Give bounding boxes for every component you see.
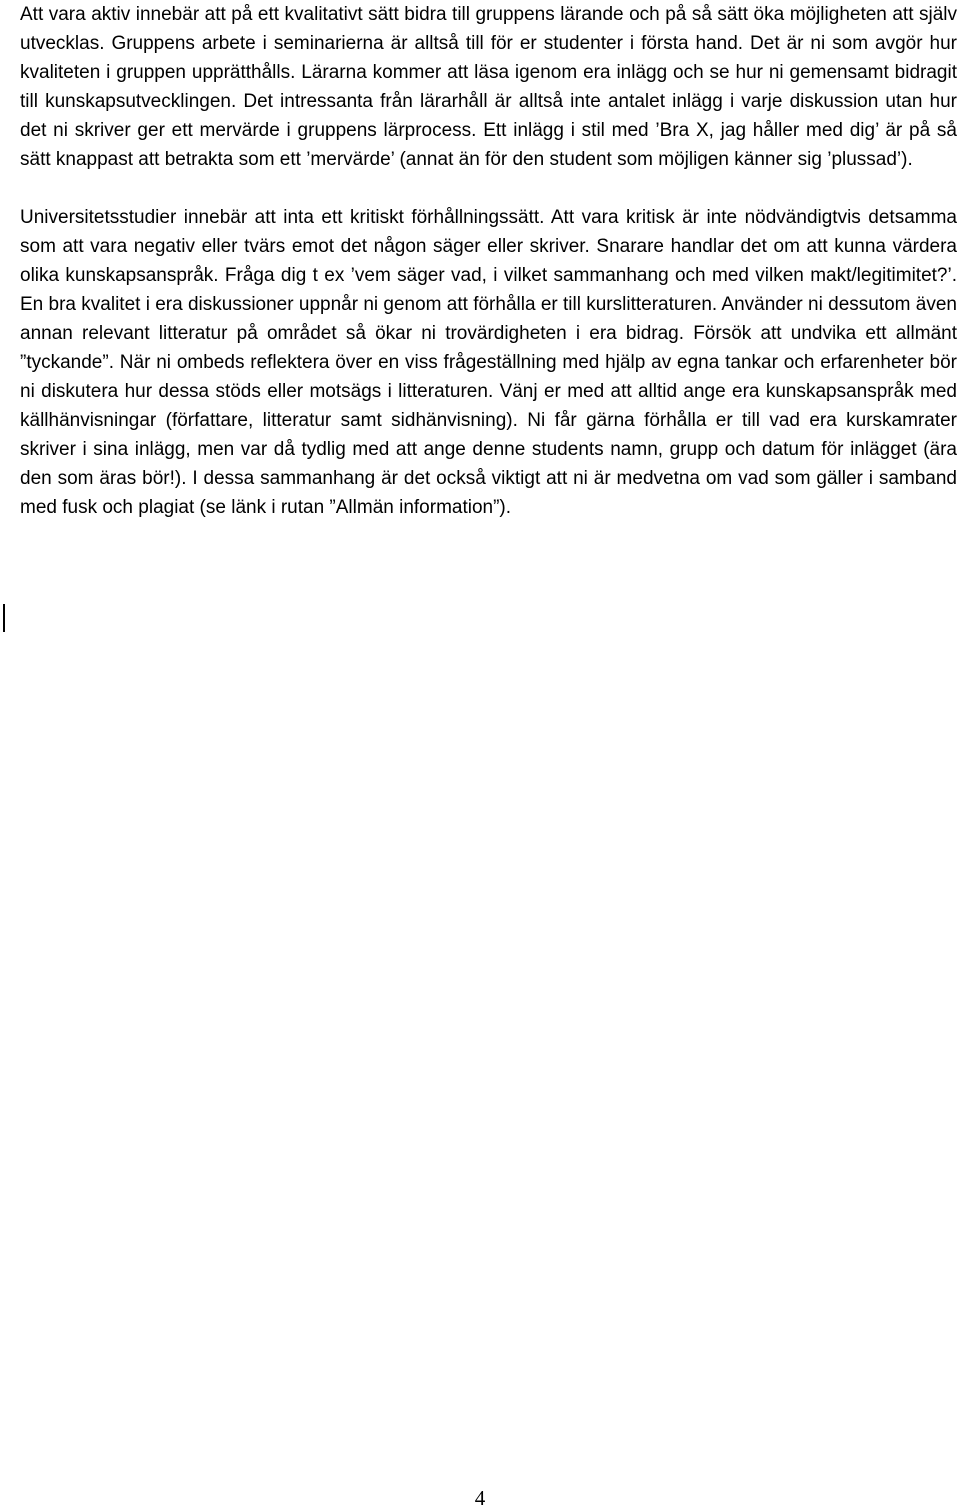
document-page [20, 0, 957, 522]
paragraph-critical-approach: Universitetsstudier innebär att inta ett kritiskt förhållningssätt. Att vara kritisk är inte nödvändigtvis detsamma som att vara negativ eller tvärs emot det någon säger eller skriver. Snarare handlar det om att kunna värdera olika kunskapsanspråk. Fråga dig t ex ’vem säger vad, i vilket sammanhang och med vilken makt/legitimitet?’. En bra kvalitet i era diskussioner uppnår ni genom att förhålla er till kurslitteraturen. Använder ni dessutom även annan relevant litteratur på området så ökar ni trovärdigheten i era bidrag. Försök att undvika ett allmänt ”tyckande”. När ni ombeds reflektera över en viss frågeställning med hjälp av egna tankar och erfarenheter bör ni diskutera hur dessa stöds eller motsägs i litteraturen. Vänj er med att alltid ange era kunskapsanspråk med källhänvisningar (författare, litteratur samt sidhänvisning). Ni får gärna förhålla er till vad era kurskamrater skriver i sina inlägg, men var då tydlig med att ange denne students namn, grupp och datum för inlägget (ära den som äras bör!). I dessa sammanhang är det också viktigt att ni är medvetna om vad som gäller i samband med fusk och plagiat (se länk i rutan ”Allmän information”). [20, 207, 957, 518]
change-bar [3, 604, 5, 632]
paragraph-active-participation: Att vara aktiv innebär att på ett kvalitativt sätt bidra till gruppens lärande och på så sätt öka möjligheten att själv utvecklas. Gruppens arbete i seminarierna är alltså till för er studenter i första hand. Det är ni som avgör hur kvaliteten i gruppen upprätthålls. Lärarna kommer att läsa igenom era inlägg och se hur ni gemensamt bidragit till kunskapsutvecklingen. Det intressanta från lärarhåll är alltså inte antalet inlägg i varje diskussion utan hur det ni skriver ger ett mervärde i gruppens lärprocess. Ett inlägg i stil med ’Bra X, jag håller med dig’ är på så sätt knappast att betrakta som ett ’mervärde’ (annat än för den student som möjligen känner sig ’plussad’). [20, 4, 957, 170]
page-number: 4 [474, 1486, 486, 1510]
